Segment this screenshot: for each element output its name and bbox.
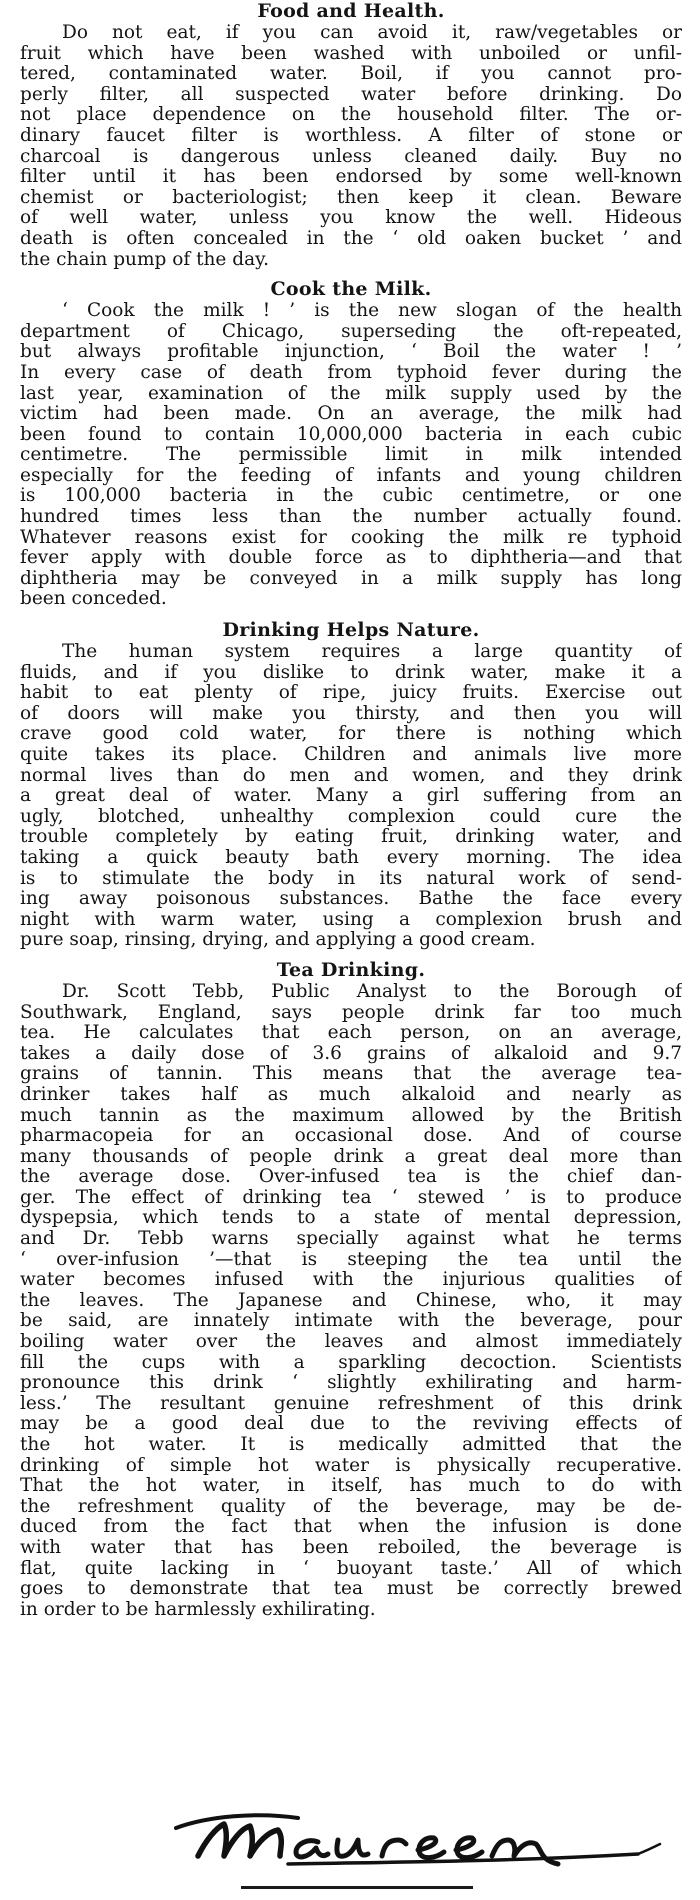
text-line: Dr. Scott Tebb, Public Analyst to the Borough of xyxy=(62,981,682,1002)
text-line: with water that has been reboiled, the beverage is xyxy=(20,1537,682,1558)
text-line: ger. The effect of drinking tea ‘ stewed ’ is to produce xyxy=(20,1187,682,1208)
text-line: fever apply with double force as to diphtheria—and that xyxy=(20,548,682,569)
text-line: tered, contaminated water. Boil, if you cannot pro- xyxy=(20,64,682,85)
section-heading: Drinking Helps Nature. xyxy=(222,619,480,642)
text-line: in order to be harmlessly exhilirating. xyxy=(20,1599,376,1620)
text-line: flat, quite lacking in ‘ buoyant taste.’ All of which xyxy=(20,1558,682,1579)
text-line: be said, are innately intimate with the beverage, pour xyxy=(20,1311,682,1332)
text-line: the hot water. It is medically admitted that the xyxy=(20,1435,682,1455)
text-line: is 100,000 bacteria in the cubic centimetre, or one xyxy=(20,486,682,507)
text-line: duced from the fact that when the infusion is done xyxy=(20,1517,682,1538)
section-body xyxy=(20,23,682,270)
text-line: boiling water over the leaves and almost immediately xyxy=(20,1332,682,1353)
text-line: Do not eat, if you can avoid it, raw/vegetables or xyxy=(62,23,682,43)
text-line: especially for the feeding of infants and young children xyxy=(20,465,682,486)
text-line: last year, examination of the milk supply used by the xyxy=(20,383,682,404)
text-line: drinking of simple hot water is physically recuperative. xyxy=(20,1455,682,1476)
text-line: fill the cups with a sparkling decoction. Scientists xyxy=(20,1352,682,1373)
text-line: hundred times less than the number actually found. xyxy=(20,507,682,528)
text-line: death is often concealed in the ‘ old oaken bucket ’ and xyxy=(20,228,682,249)
text-line: tea. He calculates that each person, on an average, xyxy=(20,1023,682,1044)
text-line: less.’ The resultant genuine refreshment of this drink xyxy=(20,1393,682,1414)
text-line: ‘ Cook the milk ! ’ is the new slogan of the health xyxy=(62,301,682,322)
text-line: the average dose. Over-infused tea is the chief dan- xyxy=(20,1167,682,1188)
article-column xyxy=(20,0,682,1620)
text-line: not place dependence on the household filter. The or- xyxy=(20,105,682,126)
text-line: of well water, unless you know the well. Hideous xyxy=(20,208,682,229)
text-line: In every case of death from typhoid fever during the xyxy=(20,362,682,383)
text-line: pharmacopeia for an occasional dose. And of course xyxy=(20,1126,682,1147)
section-body xyxy=(20,642,682,951)
section-food-and-health xyxy=(20,0,682,270)
text-line: department of Chicago, superseding the oft-repeated, xyxy=(20,321,682,342)
text-line: quite takes its place. Children and animals live more xyxy=(20,745,682,765)
section-body xyxy=(20,982,682,1620)
section-heading: Cook the Milk. xyxy=(270,278,432,301)
text-line: ‘ over-infusion ’—that is steeping the tea until the xyxy=(20,1249,682,1270)
text-line: ugly, blotched, unhealthy complexion could cure the xyxy=(20,806,682,827)
text-line: been found to contain 10,000,000 bacteria in each cubic xyxy=(20,424,682,445)
text-line: filter until it has been endorsed by some well-known xyxy=(20,167,682,188)
text-line: crave good cold water, for there is nothing which xyxy=(20,724,682,745)
text-line: charcoal is dangerous unless cleaned daily. Buy no xyxy=(20,146,682,167)
text-line: trouble completely by eating fruit, drinking water, and xyxy=(20,827,682,848)
section-cook-the-milk xyxy=(20,278,682,610)
text-line: drinker takes half as much alkaloid and nearly as xyxy=(20,1084,682,1105)
text-line: chemist or bacteriologist; then keep it clean. Beware xyxy=(20,187,682,208)
text-line: fluids, and if you dislike to drink water, make it a xyxy=(20,662,682,683)
bottom-rule xyxy=(241,1886,473,1889)
text-line: a great deal of water. Many a girl suffering from an xyxy=(20,786,682,807)
text-line: the leaves. The Japanese and Chinese, who, it may xyxy=(20,1290,682,1311)
text-line: normal lives than do men and women, and they drink xyxy=(20,765,682,786)
text-line: been conceded. xyxy=(20,589,167,610)
text-line: diphtheria may be conveyed in a milk supply has long xyxy=(20,568,682,589)
section-tea-drinking xyxy=(20,959,682,1620)
text-line: fruit which have been washed with unboiled or unfil- xyxy=(20,43,682,64)
text-line: taking a quick beauty bath every morning. The idea xyxy=(20,847,682,868)
text-line: habit to eat plenty of ripe, juicy fruits. Exercise out xyxy=(20,683,682,704)
text-line: Whatever reasons exist for cooking the milk re typhoid xyxy=(20,527,682,548)
text-line: the refreshment quality of the beverage, may be de- xyxy=(20,1496,682,1517)
text-line: centimetre. The permissible limit in milk intended xyxy=(20,445,682,466)
section-heading: Food and Health. xyxy=(257,0,445,22)
text-line: many thousands of people drink a great deal more than xyxy=(20,1146,682,1167)
text-line: and Dr. Tebb warns specially against what he terms xyxy=(20,1229,682,1250)
text-line: is to stimulate the body in its natural work of send- xyxy=(20,868,682,889)
text-line: dyspepsia, which tends to a state of mental depression, xyxy=(20,1208,682,1229)
text-line: goes to demonstrate that tea must be correctly brewed xyxy=(20,1579,682,1600)
section-drinking-helps-nature xyxy=(20,619,682,951)
text-line: pronounce this drink ‘ slightly exhilirating and harm- xyxy=(20,1373,682,1394)
text-line: the chain pump of the day. xyxy=(20,249,270,270)
maureen-signature xyxy=(168,1798,668,1878)
text-line: but always profitable injunction, ‘ Boil the water ! ’ xyxy=(20,342,682,363)
text-line: perly filter, all suspected water before drinking. Do xyxy=(20,84,682,105)
text-line: of doors will make you thirsty, and then you will xyxy=(20,703,682,724)
text-line: grains of tannin. This means that the average tea- xyxy=(20,1064,682,1085)
section-heading: Tea Drinking. xyxy=(276,958,426,981)
text-line: The human system requires a large quantity of xyxy=(62,642,682,663)
text-line: may be a good deal due to the reviving effects of xyxy=(20,1414,682,1435)
text-line: Southwark, England, says people drink far too much xyxy=(20,1002,682,1023)
text-line: dinary faucet filter is worthless. A filter of stone or xyxy=(20,125,682,146)
text-line: water becomes infused with the injurious qualities of xyxy=(20,1270,682,1291)
text-line: pure soap, rinsing, drying, and applying a good cream. xyxy=(20,930,536,951)
text-line: night with warm water, using a complexion brush and xyxy=(20,909,682,930)
text-line: takes a daily dose of 3.6 grains of alkaloid and 9.7 xyxy=(20,1043,682,1064)
section-body xyxy=(20,301,682,610)
text-line: That the hot water, in itself, has much to do with xyxy=(20,1476,682,1497)
text-line: much tannin as the maximum allowed by the British xyxy=(20,1105,682,1126)
text-line: victim had been made. On an average, the milk had xyxy=(20,404,682,425)
text-line: ing away poisonous substances. Bathe the face every xyxy=(20,889,682,910)
